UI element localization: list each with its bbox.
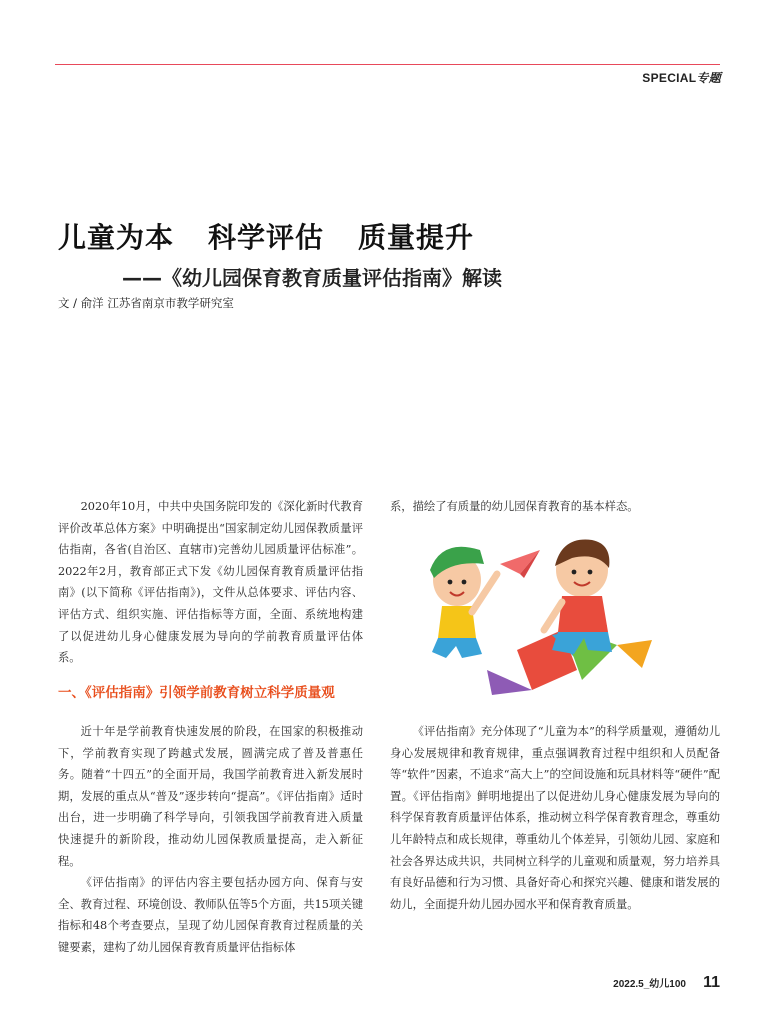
byline: 文 / 俞洋 江苏省南京市教学研究室 [58,296,234,310]
left-column-section [58,721,363,959]
paper-plane-icon [500,550,540,578]
section-heading: 一、《评估指南》引领学前教育树立科学质量观 [58,685,335,701]
page-number: 11 [703,974,720,991]
paragraph: 《评估指南》的评估内容主要包括办园方向、保育与安全、教育过程、环境创设、教师队伍等5个方面，共15项关键指标和48个考查要点，呈现了幼儿园保育教育过程质量的关键要素，建构了幼儿园保育教育质量评估指标体 [58,876,363,954]
paragraph: 系，描绘了有质量的幼儿园保育教育的基本样态。 [390,500,639,513]
boy-left-figure [430,547,497,658]
children-playing-illustration [412,530,662,700]
paragraph: 《评估指南》充分体现了“儿童为本”的科学质量观，遵循幼儿身心发展规律和教育规律，重点强调教育过程中组织和人员配备等“软件”因素，不追求“高大上”的空间设施和玩具材料等“硬件”配置。《评估指南》鲜明地提出了以促进幼儿身心健康发展为导向的科学保育教育质量评估体系，推动树立科学保育教育理念，尊重幼儿年龄特点和成长规律，尊重幼儿个体差异，引领幼儿园、家庭和社会各界达成共识，共同树立科学的儿童观和质量观，努力培养具有良好品德和行为习惯、具备好奇心和探究兴趣、健康和谐发展的幼儿，全面提升幼儿园办园水平和保育教育质量。 [390,725,720,911]
title-part-3: 质量提升 [358,221,475,254]
paragraph: 近十年是学前教育快速发展的阶段，在国家的积极推动下，学前教育实现了跨越式发展，圆满完成了普及普惠任务。随着“十四五”的全面开局，我国学前教育进入新发展时期，发展的重点从“普及”逐步转向“提高”。《评估指南》适时出台，进一步明确了科学导向，引领我国学前教育进入质量快速提升的新阶段，推动幼儿园保教质量提高，走入新征程。 [58,725,363,868]
section-label [642,69,721,86]
article-subtitle: ——《幼儿园保育教育质量评估指南》解读 [122,266,502,290]
title-part-1: 儿童为本 [58,221,175,254]
issue-label: 2022.5_幼儿100 [613,979,686,990]
section-label-en: SPECIAL [642,71,697,85]
article-title [58,216,508,256]
tangram-purple-piece [487,670,532,695]
right-column-body [390,721,720,915]
page-footer [613,972,720,992]
tangram-orange-piece [617,640,652,668]
title-part-2: 科学评估 [208,221,325,254]
section-label-zh: 专题 [696,71,721,85]
paragraph: 2020年10月，中共中央国务院印发的《深化新时代教育评价改革总体方案》中明确提出“国家制定幼儿园保教质量评估指南，各省(自治区、直辖市)完善幼儿园质量评估标准”。2022年2月，教育部正式下发《幼儿园保育教育质量评估指南》(以下简称《评估指南》)，文件从总体要求、评估内容、评估方式、组织实施、评估指标等方面，全面、系统地构建了以促进幼儿身心健康发展为导向的学前教育质量评估体系。 [58,500,363,665]
left-column-intro [58,496,363,669]
right-column-continuation [390,496,720,518]
header-rule [55,64,720,65]
